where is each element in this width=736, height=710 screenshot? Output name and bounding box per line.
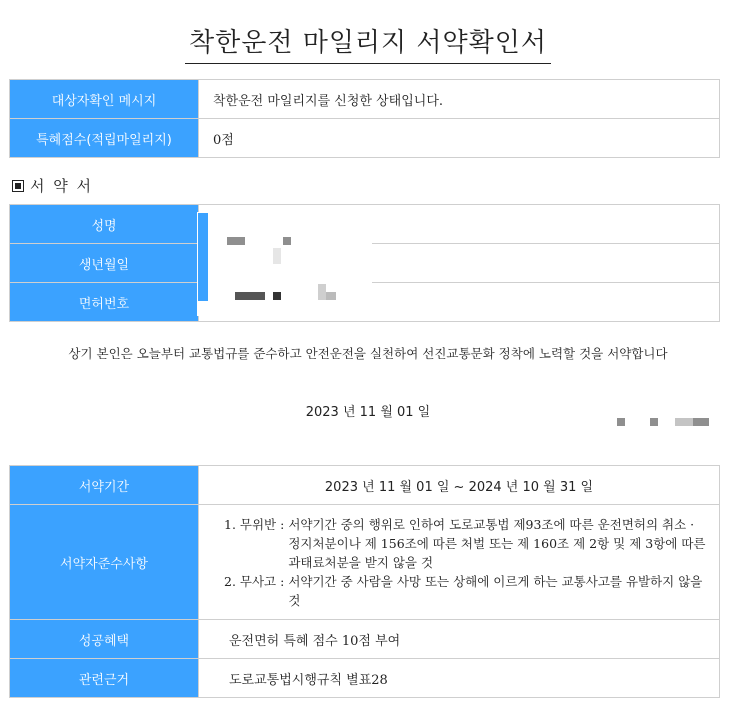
redaction-overlay	[197, 212, 372, 316]
pledge-terms-table	[9, 465, 720, 698]
pledge-heading-text: 서 약 서	[30, 177, 94, 195]
period-value: 2023 년 11 월 01 일 ~ 2024 년 10 월 31 일	[199, 466, 720, 505]
basis-label: 관련근거	[10, 659, 199, 698]
table-row	[10, 620, 720, 659]
pledge-date: 2023 년 11 월 01 일	[305, 405, 431, 420]
benefit-points-label: 특혜점수(적립마일리지)	[10, 119, 199, 158]
document-title	[0, 22, 736, 64]
redaction-block	[227, 237, 245, 245]
redaction-block	[273, 292, 281, 300]
redaction-block	[326, 292, 336, 300]
pledge-statement: 상기 본인은 오늘부터 교통법규를 준수하고 안전운전을 실천하여 선진교통문화 정착에 노력할 것을 서약합니다	[68, 346, 668, 361]
confirm-message-value: 착한운전 마일리지를 신청한 상태입니다.	[199, 80, 720, 119]
rules-label: 서약자준수사항	[10, 505, 199, 620]
list-item	[224, 515, 706, 572]
name-label: 성명	[10, 205, 199, 244]
signature-redacted	[675, 418, 693, 426]
birthdate-label: 생년월일	[10, 244, 199, 283]
benefit-points-value: 0점	[199, 119, 720, 158]
confirm-message-label: 대상자확인 메시지	[10, 80, 199, 119]
pledge-section-heading	[12, 175, 93, 196]
table-row	[10, 659, 720, 698]
rule-text: 서약기간 중의 행위로 인하여 도로교통법 제93조에 따른 운전면허의 취소 · 정지처분이나 제 156조에 따른 처벌 또는 제 160조 제 2항 및 제 3항에 따른 과태료처분을 받지 않을 것	[288, 516, 706, 570]
benefit-label: 성공혜택	[10, 620, 199, 659]
redaction-block	[273, 248, 281, 264]
redaction-block	[318, 284, 326, 300]
rule-number: 2. 무사고 :	[224, 573, 285, 589]
rule-number: 1. 무위반 :	[224, 516, 285, 532]
rules-cell	[199, 505, 720, 620]
title-text: 착한운전 마일리지 서약확인서	[185, 22, 551, 64]
redaction-block	[235, 292, 265, 300]
table-row	[10, 466, 720, 505]
benefit-value: 운전면허 특혜 점수 10점 부여	[199, 620, 720, 659]
square-bullet-icon	[12, 180, 24, 192]
redaction-block	[198, 213, 208, 301]
list-item	[224, 572, 706, 610]
license-number-label: 면허번호	[10, 283, 199, 322]
signature-redacted	[617, 418, 625, 426]
table-row	[10, 505, 720, 620]
redaction-block	[283, 237, 291, 245]
signature-redacted	[693, 418, 709, 426]
rules-list	[200, 515, 718, 610]
rule-text: 서약기간 중 사람을 사망 또는 상해에 이르게 하는 교통사고를 유발하지 않을 것	[288, 573, 703, 608]
period-label: 서약기간	[10, 466, 199, 505]
table-row	[10, 119, 720, 158]
table-row	[10, 80, 720, 119]
applicant-info-table	[9, 79, 720, 158]
signature-redacted	[650, 418, 658, 426]
basis-value: 도로교통법시행규칙 별표28	[199, 659, 720, 698]
